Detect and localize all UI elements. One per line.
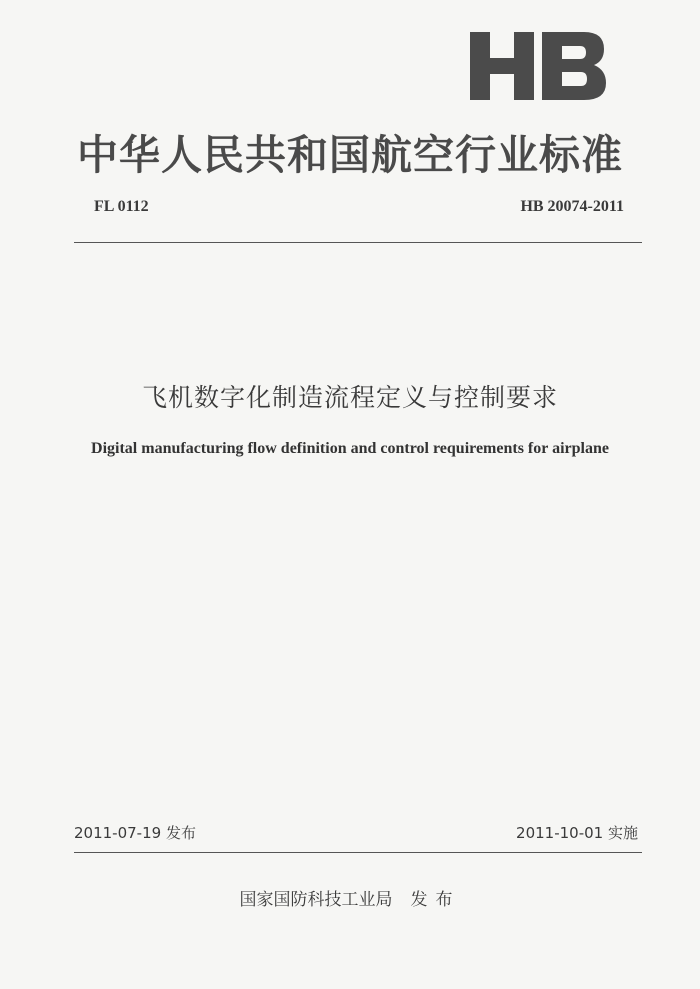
publish-action: 发布 — [410, 890, 461, 910]
document-title-chinese: 飞机数字化制造流程定义与控制要求 — [141, 383, 558, 412]
classification-code: FL 0112 — [94, 198, 149, 215]
document-title-english: Digital manufacturing flow definition and control requirements for airplane — [91, 440, 609, 457]
issue-date: 2011-07-19 发布 — [74, 824, 196, 842]
bottom-divider — [74, 852, 642, 853]
hb-logo — [466, 28, 610, 104]
publisher-name: 国家国防科技工业局 — [239, 890, 393, 910]
top-divider — [74, 242, 642, 243]
implementation-date: 2011-10-01 实施 — [516, 824, 638, 842]
standard-name-heading: 中华人民共和国航空行业标准 — [77, 131, 623, 179]
publisher-line — [0, 885, 700, 910]
standard-number: HB 20074-2011 — [520, 198, 624, 215]
